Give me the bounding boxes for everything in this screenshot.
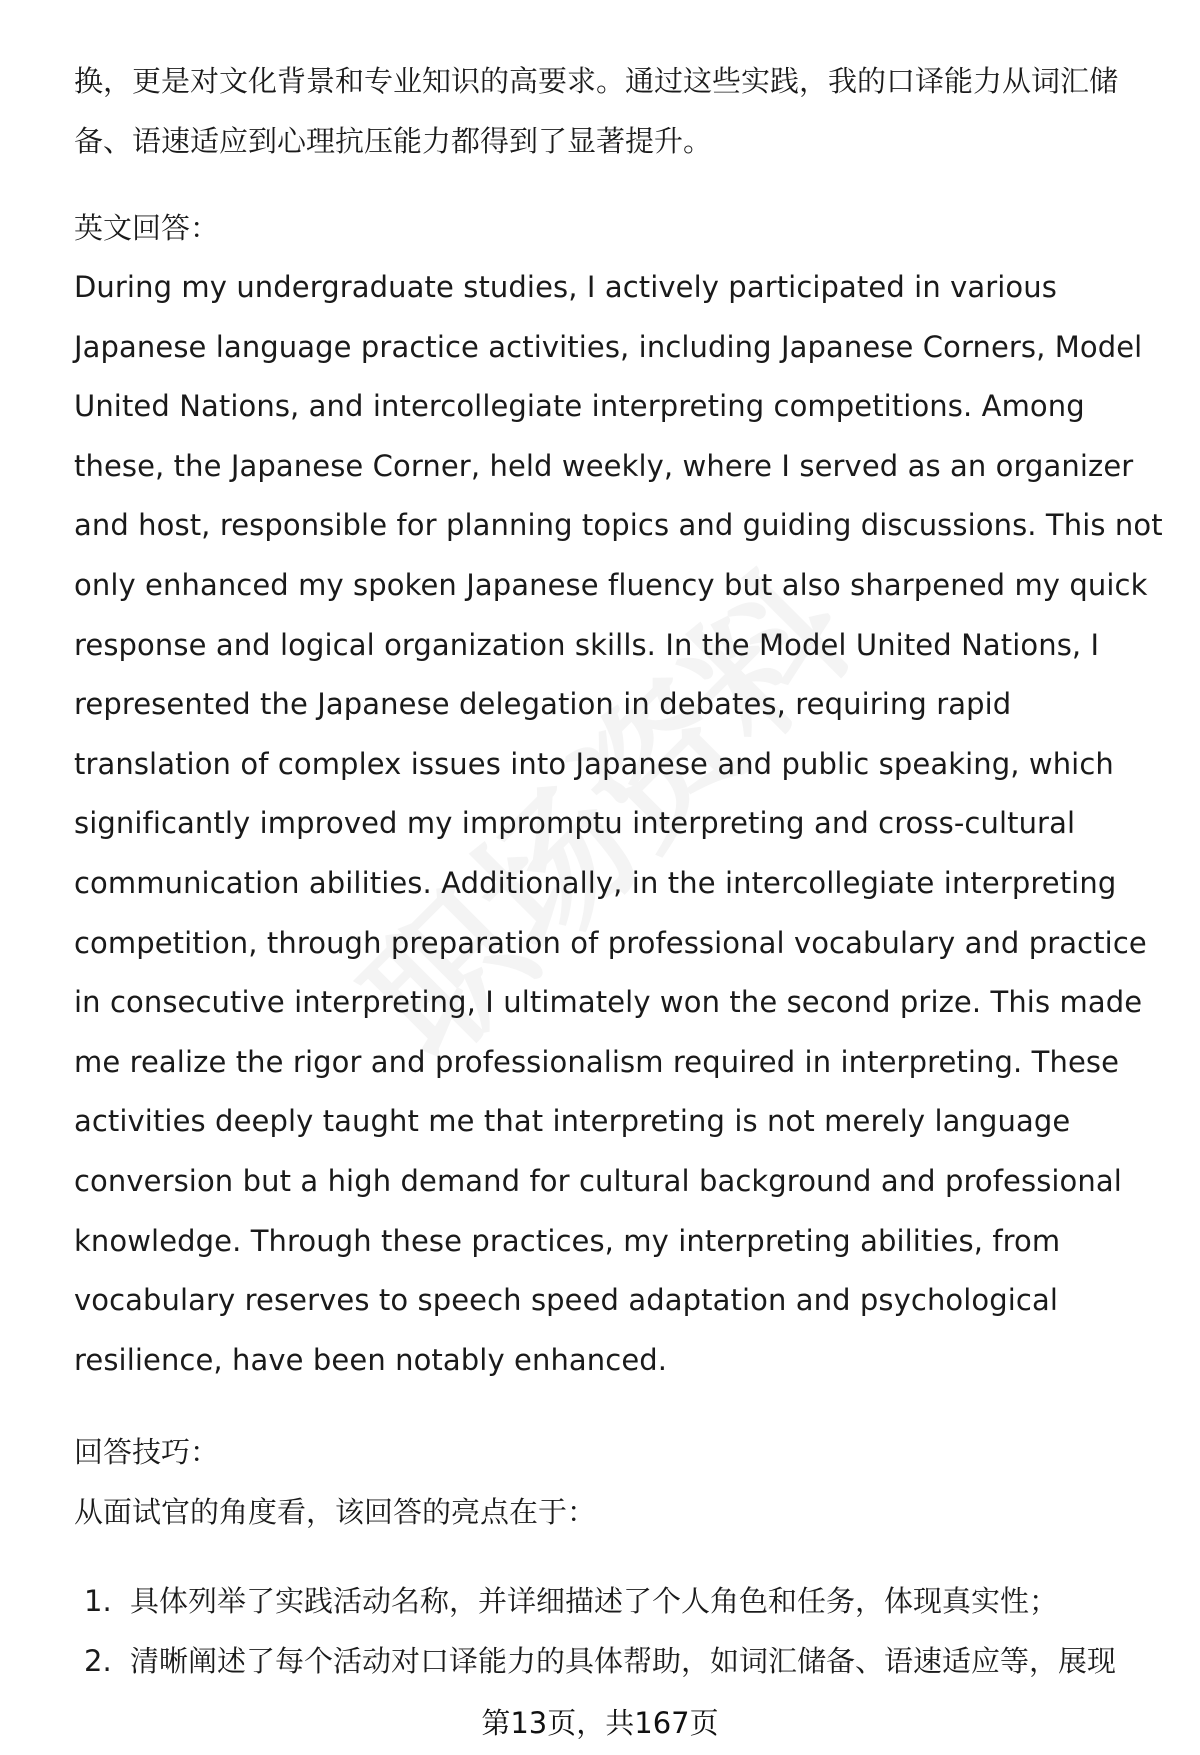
- list-item-number: 1.: [84, 1584, 112, 1618]
- tips-intro: 从面试官的角度看，该回答的亮点在于：: [74, 1495, 597, 1529]
- page-footer: [0, 1703, 1200, 1743]
- list-item: [84, 1631, 1154, 1691]
- intro-paragraph: 换，更是对文化背景和专业知识的高要求。通过这些实践，我的口译能力从词汇储备、语速适应到心理抗压能力都得到了显著提升。: [74, 64, 1119, 158]
- list-item-number: 2.: [84, 1644, 112, 1678]
- list-item-text: 具体列举了实践活动名称，并详细描述了个人角色和任务，体现真实性；: [130, 1584, 1059, 1618]
- tips-label: 回答技巧：: [74, 1435, 220, 1469]
- list-item-text: 清晰阐述了每个活动对口译能力的具体帮助，如词汇储备、语速适应等，展现: [130, 1644, 1117, 1678]
- english-answer-paragraph: During my undergraduate studies, I actively participated in various Japanese language practice activities, including Japanese Corners, Model United Nations, and intercollegiate interpreting competitions. Among these, the Japanese Corner, held weekly, where I served as an organizer and host, responsible for planning topics and guiding discussions. This not only enhanced my spoken Japanese fluency but also sharpened my quick response and logical organization skills. In the Model United Nations, I represented the Japanese delegation in debates, requiring rapid translation of complex issues into Japanese and public speaking, which significantly improved my impromptu interpreting and cross-cultural communication abilities. Additionally, in the intercollegiate interpreting competition, through preparation of professional vocabulary and practice in consecutive interpreting, I ultimately won the second prize. This made me realize the rigor and professionalism required in interpreting. These activities deeply taught me that interpreting is not merely language conversion but a high demand for cultural background and professional knowledge. Through these practices, my interpreting abilities, from vocabulary reserves to speech speed adaptation and psychological resilience, have been notably enhanced.: [74, 270, 1163, 1377]
- document-page: [74, 0, 1163, 1755]
- english-answer-label: 英文回答：: [74, 211, 220, 245]
- page-indicator: 第13页，共167页: [481, 1706, 719, 1740]
- tips-list: [84, 1571, 1154, 1691]
- list-item: [84, 1571, 1154, 1631]
